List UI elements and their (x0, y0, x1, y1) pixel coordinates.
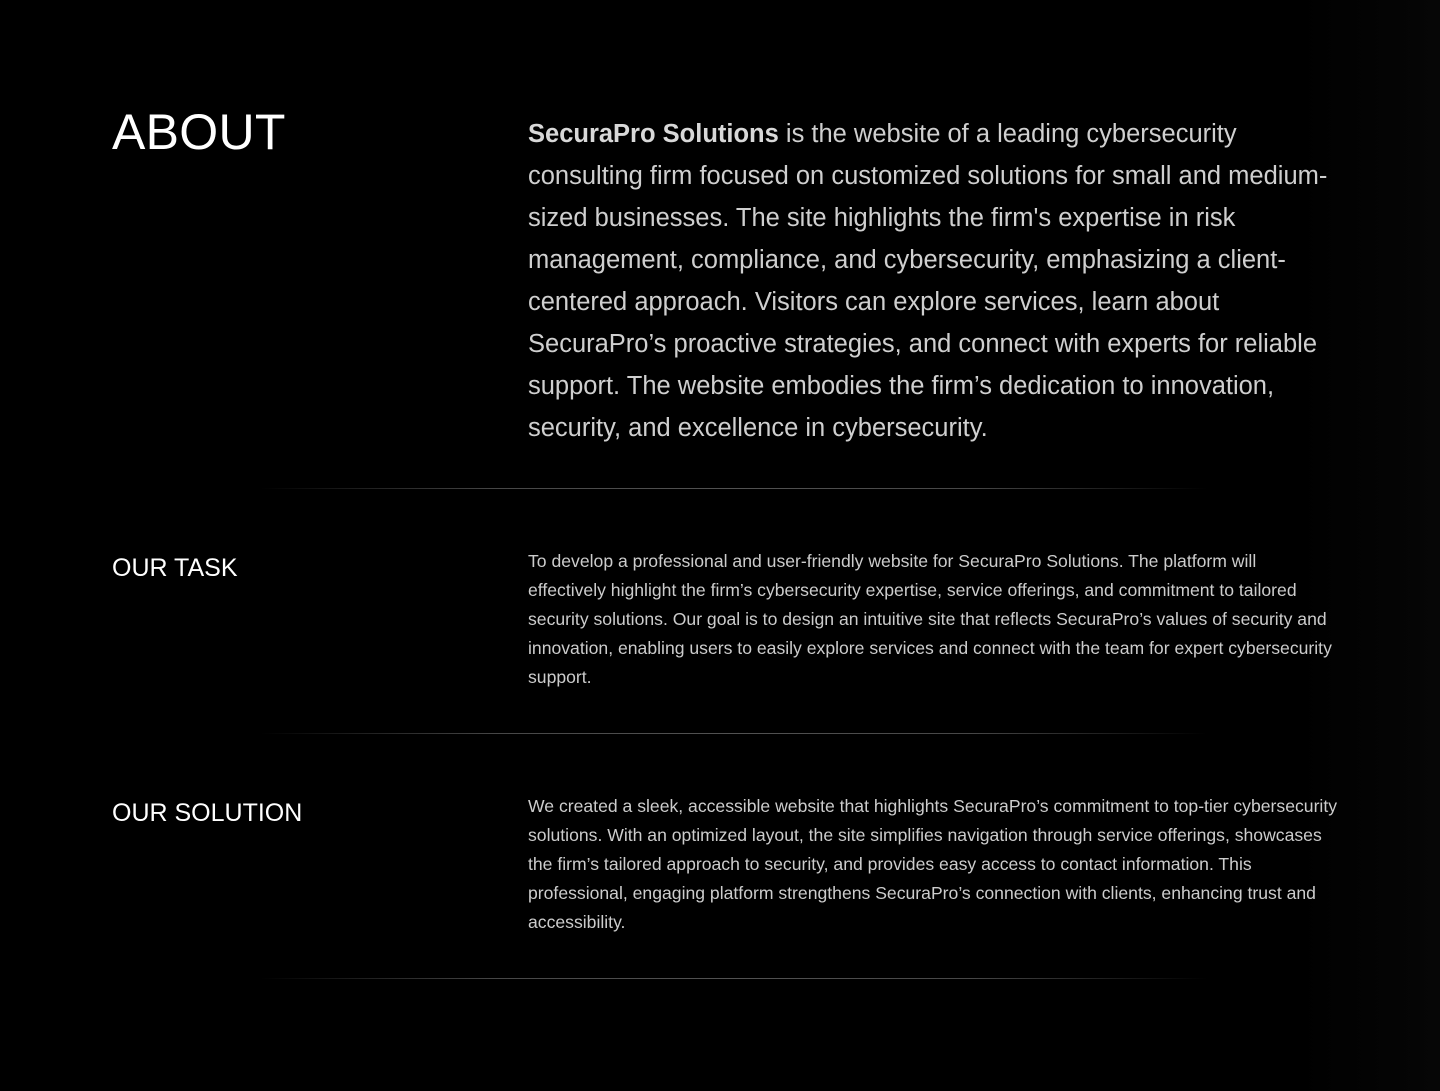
about-section (0, 0, 1440, 490)
divider (260, 488, 1208, 489)
about-description (528, 113, 1328, 449)
about-heading: ABOUT (112, 104, 286, 160)
solution-heading: OUR SOLUTION (112, 799, 303, 827)
solution-body: We created a sleek, accessible website that highlights SecuraPro’s commitment to top-tier cybersecurity solutions. With an optimized layout, the site simplifies navigation through service offerings, showcases the firm’s tailored approach to security, and provides easy access to contact information. This professional, engaging platform strengthens SecuraPro’s connection with clients, enhancing trust and accessibility. (528, 796, 1338, 932)
task-heading: OUR TASK (112, 554, 238, 582)
solution-section (0, 798, 1440, 978)
divider (260, 978, 1208, 979)
task-body: To develop a professional and user-friendly website for SecuraPro Solutions. The platform will effectively highlight the firm’s cybersecurity expertise, service offerings, and commitment to tailored security solutions. Our goal is to design an intuitive site that reflects SecuraPro’s values of security and innovation, enabling users to easily explore services and connect with the team for expert cybersecurity support. (528, 551, 1332, 687)
brand-name: SecuraPro Solutions (528, 120, 779, 148)
about-description-text: is the website of a leading cybersecurity consulting firm focused on customized solutions for small and medium-sized businesses. The site highlights the firm's expertise in risk management, compliance, and cybersecurity, emphasizing a client-centered approach. Visitors can explore services, learn about SecuraPro’s proactive strategies, and connect with experts for reliable support. The website embodies the firm’s dedication to innovation, security, and excellence in cybersecurity. (528, 120, 1328, 442)
task-section (0, 553, 1440, 733)
divider (260, 733, 1208, 734)
